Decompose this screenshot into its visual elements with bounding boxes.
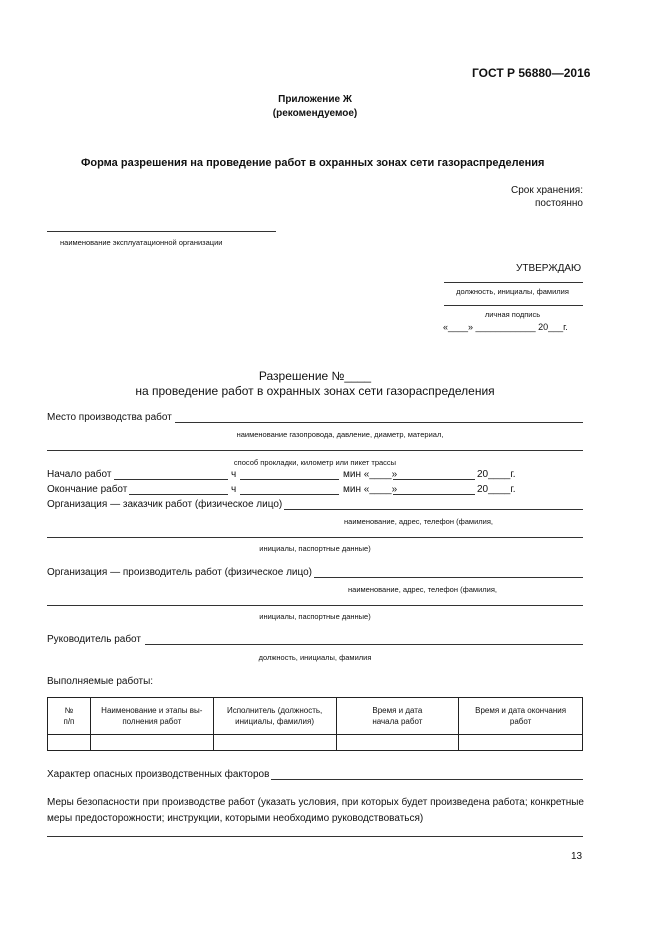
table-cell xyxy=(336,735,459,751)
customer-caption-1: наименование, адрес, телефон (фамилия, xyxy=(344,517,493,526)
contractor-caption-1: наименование, адрес, телефон (фамилия, xyxy=(348,585,497,594)
works-label: Выполняемые работы: xyxy=(47,676,154,687)
start-year: 20____г. xyxy=(477,469,516,480)
permit-subtitle: на проведение работ в охранных зонах сети газораспределения xyxy=(135,384,495,398)
end-minutes-unit: мин «____» xyxy=(343,484,398,495)
works-header-number: № п/п xyxy=(48,698,91,735)
place-line xyxy=(175,422,583,423)
table-cell xyxy=(48,735,91,751)
table-cell xyxy=(459,735,583,751)
table-cell xyxy=(213,735,336,751)
table-cell xyxy=(90,735,213,751)
end-year: 20____г. xyxy=(477,484,516,495)
org-name-caption: наименование эксплуатационной организации xyxy=(60,238,223,247)
start-hours-line xyxy=(240,479,339,480)
works-table-header-row xyxy=(48,698,583,735)
safety-line xyxy=(47,836,583,837)
appendix-title: Приложение Ж xyxy=(278,94,352,105)
table-row xyxy=(48,735,583,751)
start-month-line xyxy=(393,479,475,480)
customer-line-2 xyxy=(47,537,583,538)
manager-line xyxy=(145,644,583,645)
works-header-executor: Исполнитель (должность, инициалы, фамилия) xyxy=(213,698,336,735)
customer-caption-2: инициалы, паспортные данные) xyxy=(259,544,371,553)
place-label: Место производства работ xyxy=(47,412,172,423)
works-header-end: Время и дата окончания работ xyxy=(459,698,583,735)
hazards-label: Характер опасных производственных факторов xyxy=(47,769,270,780)
org-name-line xyxy=(47,231,276,232)
end-date-line xyxy=(129,494,228,495)
hazards-line xyxy=(271,779,583,780)
method-line xyxy=(47,450,583,451)
customer-line xyxy=(284,509,583,510)
method-caption: способ прокладки, километр или пикет трассы xyxy=(233,458,397,467)
start-date-line xyxy=(114,479,228,480)
approval-position-caption: должность, инициалы, фамилия xyxy=(456,287,569,296)
contractor-line xyxy=(314,577,583,578)
approval-date: «____» ____________ 20___г. xyxy=(443,322,568,332)
approval-signature-caption: личная подпись xyxy=(484,310,541,319)
start-hours-unit: ч xyxy=(231,469,237,480)
approval-position-line xyxy=(444,282,583,283)
end-hours-unit: ч xyxy=(231,484,237,495)
customer-label: Организация — заказчик работ (физическое лицо) xyxy=(47,499,283,510)
start-minutes-unit: мин «____» xyxy=(343,469,398,480)
approval-signature-line xyxy=(444,305,583,306)
safety-text-2: меры предосторожности; инструкции, которыми необходимо руководствоваться) xyxy=(47,813,424,824)
standard-number: ГОСТ Р 56880—2016 xyxy=(472,66,591,80)
storage-label: Срок хранения: xyxy=(510,185,583,196)
safety-text-1: Меры безопасности при производстве работ (указать условия, при которых будет произведена работа; конкретные xyxy=(47,797,584,808)
end-hours-line xyxy=(240,494,339,495)
end-month-line xyxy=(393,494,475,495)
approval-label: УТВЕРЖДАЮ xyxy=(516,263,582,274)
manager-label: Руководитель работ xyxy=(47,634,141,645)
contractor-caption-2: инициалы, паспортные данные) xyxy=(259,612,371,621)
contractor-label: Организация — производитель работ (физическое лицо) xyxy=(47,567,313,578)
manager-caption: должность, инициалы, фамилия xyxy=(258,653,372,662)
end-label: Окончание работ xyxy=(47,484,128,495)
storage-value: постоянно xyxy=(534,198,583,209)
works-header-stages: Наименование и этапы вы- полнения работ xyxy=(90,698,213,735)
place-caption: наименование газопровода, давление, диаметр, материал, xyxy=(236,430,444,439)
appendix-subtitle: (рекомендуемое) xyxy=(272,108,358,119)
page-number: 13 xyxy=(571,851,583,862)
works-header-start: Время и дата начала работ xyxy=(336,698,459,735)
permit-title: Разрешение №____ xyxy=(258,369,372,383)
form-title: Форма разрешения на проведение работ в охранных зонах сети газораспределения xyxy=(81,157,545,169)
start-label: Начало работ xyxy=(47,469,112,480)
contractor-line-2 xyxy=(47,605,583,606)
works-table xyxy=(47,697,583,751)
